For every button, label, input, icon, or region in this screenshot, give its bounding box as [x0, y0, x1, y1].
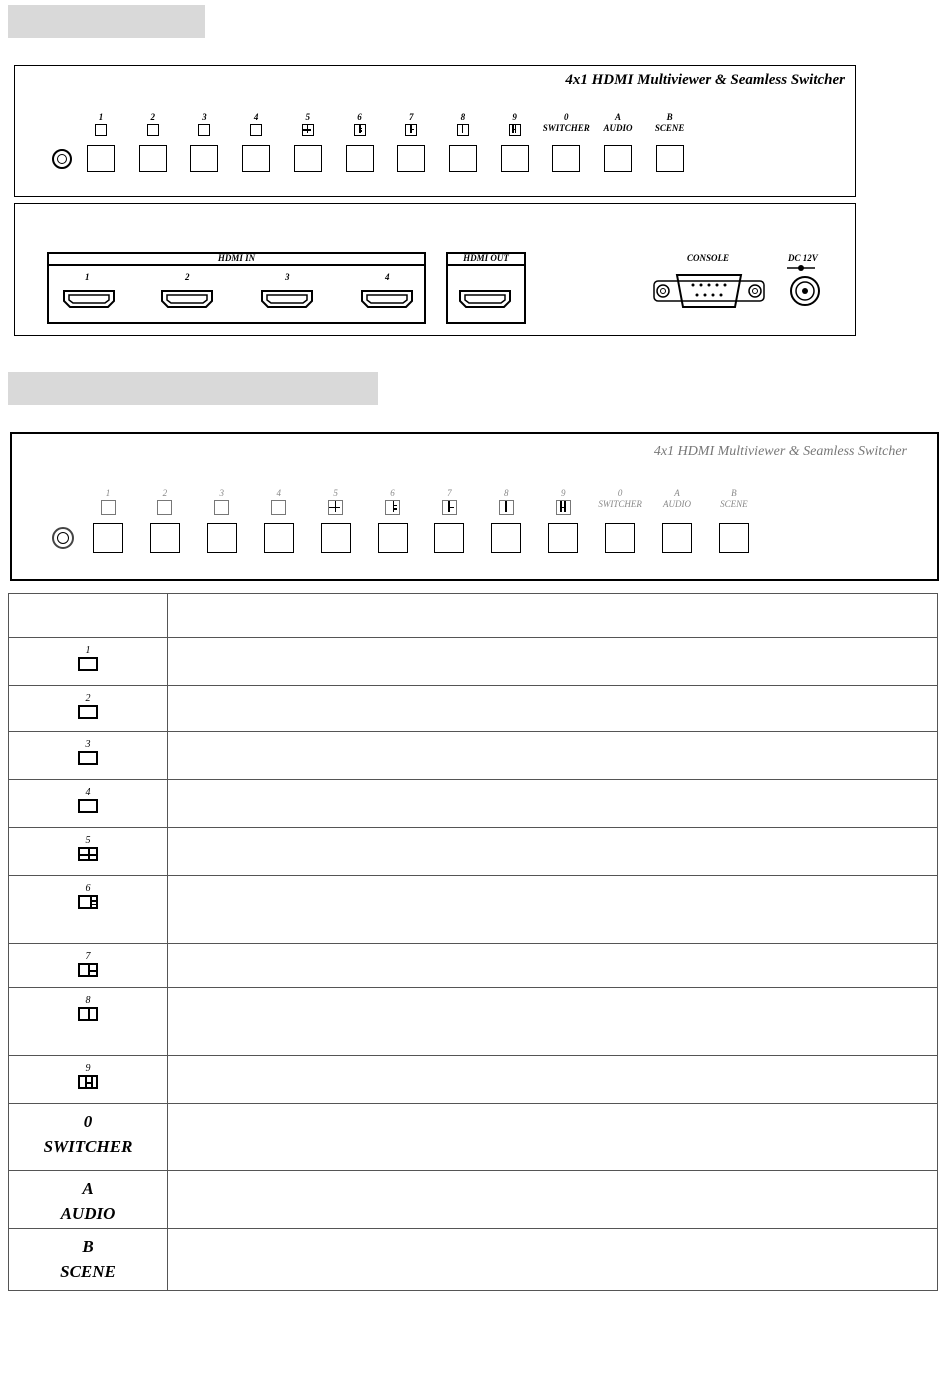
front-button-1: [78, 488, 138, 555]
single-window-icon: [250, 124, 262, 136]
front-button-label: 7: [408, 112, 414, 122]
single-window-icon: [78, 799, 98, 813]
three-column-icon: [78, 1075, 98, 1089]
front-push-button: [150, 523, 180, 553]
description-cell: [168, 638, 938, 686]
front-button-label: 2: [150, 112, 155, 122]
single-window-icon: [78, 657, 98, 671]
description-cell: [168, 1171, 938, 1229]
table-row: [9, 1229, 938, 1291]
front-button-0: [590, 488, 650, 555]
front-button-sublabel: SCENE: [654, 123, 685, 133]
single-window-icon: [214, 500, 229, 515]
quad-window-icon: [302, 124, 314, 136]
front-push-button: [87, 145, 115, 172]
hdmi-in-label: HDMI IN: [49, 253, 424, 266]
front-button-label: A: [614, 112, 621, 122]
front-button-label: 4: [276, 488, 281, 498]
button-function-label: SWITCHER: [43, 1137, 133, 1156]
front-button-2: [135, 488, 195, 555]
front-button-a: [647, 488, 707, 555]
console-port-icon: [653, 272, 765, 310]
button-number-label: 4: [85, 787, 91, 798]
front-push-button: [548, 523, 578, 553]
front-push-button: [207, 523, 237, 553]
front-button-label: 8: [460, 112, 466, 122]
single-window-icon: [95, 124, 107, 136]
front-button-label: B: [666, 112, 673, 122]
front-push-button: [346, 145, 374, 172]
button-number-label: 7: [85, 951, 91, 962]
front-push-button: [605, 523, 635, 553]
hdmi-port-icon: [261, 290, 313, 308]
front-button-sublabel: SWITCHER: [542, 123, 590, 133]
front-button-label: 5: [305, 112, 311, 122]
button-key-label: A: [82, 1179, 94, 1198]
power-knob: [52, 527, 74, 549]
front-button-sublabel: SWITCHER: [598, 499, 642, 509]
front-button-label: A: [674, 488, 680, 498]
button-cell: [9, 1104, 168, 1171]
button-number-label: 5: [85, 835, 91, 846]
front-push-button: [501, 145, 529, 172]
table-row: [9, 686, 938, 732]
button-cell: [9, 686, 168, 732]
button-number-label: 6: [85, 883, 91, 894]
front-button-label: 0: [564, 112, 569, 122]
dc-power-label: DC 12V: [788, 253, 818, 263]
front-push-button: [449, 145, 477, 172]
quad-window-icon: [328, 500, 343, 515]
description-cell: [168, 1104, 938, 1171]
side-by-side-icon: [499, 500, 514, 515]
front-button-b: [704, 488, 764, 555]
main-plus-two-icon: [78, 963, 98, 977]
three-column-icon: [509, 124, 521, 136]
hdmi-port-icon: [161, 290, 213, 308]
table-row: [9, 1104, 938, 1171]
hdmi-out-label: HDMI OUT: [448, 253, 524, 266]
front-button-label: 1: [105, 488, 111, 498]
quad-window-icon: [78, 847, 98, 861]
front-button-5: [306, 488, 366, 555]
front-button-label: B: [731, 488, 737, 498]
table-row: [9, 988, 938, 1056]
front-panel-light-drawing: [10, 432, 939, 581]
dc-power-jack-icon: [785, 262, 825, 308]
hdmi-in-port-number: 3: [285, 272, 290, 282]
button-key-label: B: [82, 1237, 94, 1256]
single-window-icon: [78, 705, 98, 719]
main-plus-three-icon: [78, 895, 98, 909]
hdmi-port-icon: [63, 290, 115, 308]
table-header-description: [168, 594, 938, 638]
table-row: [9, 732, 938, 780]
single-window-icon: [157, 500, 172, 515]
front-button-8: [476, 488, 536, 555]
description-cell: [168, 732, 938, 780]
front-push-button: [93, 523, 123, 553]
hdmi-in-group: [47, 252, 426, 324]
front-button-label: 2: [162, 488, 168, 498]
main-plus-three-icon: [385, 500, 400, 515]
table-row: [9, 1056, 938, 1104]
front-button-label: 9: [560, 488, 566, 498]
front-push-button: [190, 145, 218, 172]
front-push-button: [242, 145, 270, 172]
button-function-label: AUDIO: [60, 1204, 116, 1223]
single-window-icon: [147, 124, 159, 136]
button-number-label: 9: [85, 1063, 91, 1074]
table-header-button: [9, 594, 168, 638]
front-push-button: [434, 523, 464, 553]
front-button-label: 9: [512, 112, 517, 122]
description-cell: [168, 944, 938, 988]
table-row: [9, 828, 938, 876]
button-function-label: SCENE: [60, 1262, 116, 1281]
description-cell: [168, 780, 938, 828]
single-window-icon: [78, 751, 98, 765]
hdmi-in-port-number: 2: [185, 272, 190, 282]
console-label: CONSOLE: [687, 253, 730, 263]
main-plus-two-icon: [442, 500, 457, 515]
front-button-label: 0: [617, 488, 623, 498]
device-title: 4x1 HDMI Multiviewer & Seamless Switcher: [653, 444, 907, 459]
front-push-button: [491, 523, 521, 553]
front-button-label: 6: [357, 112, 362, 122]
front-push-button: [397, 145, 425, 172]
table-row: [9, 944, 938, 988]
hdmi-port-icon: [459, 290, 511, 308]
button-number-label: 1: [85, 645, 91, 656]
main-plus-two-icon: [405, 124, 417, 136]
front-button-label: 3: [219, 488, 225, 498]
description-cell: [168, 828, 938, 876]
front-button-label: 7: [447, 488, 452, 498]
hdmi-out-group: [446, 252, 526, 324]
front-push-button: [139, 145, 167, 172]
single-window-icon: [198, 124, 210, 136]
power-knob: [52, 149, 72, 169]
front-push-button: [662, 523, 692, 553]
front-push-button: [604, 145, 632, 172]
front-push-button: [719, 523, 749, 553]
front-button-3: [192, 488, 252, 555]
front-button-4: [249, 488, 309, 555]
table-row: [9, 1171, 938, 1229]
hdmi-port-icon: [361, 290, 413, 308]
front-button-7: [419, 488, 479, 555]
hdmi-in-port-number: 4: [385, 272, 390, 282]
section-header-button-description: [8, 372, 378, 405]
front-button-9: [533, 488, 593, 555]
description-cell: [168, 1229, 938, 1291]
button-cell: [9, 828, 168, 876]
button-cell: [9, 1171, 168, 1229]
section-header-front-panel: [8, 5, 205, 38]
table-row: [9, 780, 938, 828]
description-cell: [168, 988, 938, 1056]
single-window-icon: [101, 500, 116, 515]
description-cell: [168, 1056, 938, 1104]
button-cell: [9, 1229, 168, 1291]
button-cell: [9, 988, 168, 1056]
front-button-sublabel: AUDIO: [663, 499, 691, 509]
button-cell: [9, 638, 168, 686]
front-button-6: [363, 488, 423, 555]
side-by-side-icon: [78, 1007, 98, 1021]
button-key-label: 0: [83, 1112, 93, 1131]
hdmi-in-port-number: 1: [85, 272, 90, 282]
button-number-label: 2: [85, 693, 91, 704]
button-cell: [9, 732, 168, 780]
front-button-label: 3: [202, 112, 207, 122]
front-push-button: [378, 523, 408, 553]
button-description-table: [8, 593, 938, 1291]
description-cell: [168, 876, 938, 944]
front-panel-drawing: [14, 65, 856, 197]
front-push-button: [321, 523, 351, 553]
front-button-b: [640, 112, 700, 177]
front-push-button: [264, 523, 294, 553]
front-push-button: [294, 145, 322, 172]
front-button-label: 4: [253, 112, 259, 122]
three-column-icon: [556, 500, 571, 515]
description-cell: [168, 686, 938, 732]
table-row: [9, 876, 938, 944]
side-by-side-icon: [457, 124, 469, 136]
button-cell: [9, 876, 168, 944]
front-push-button: [656, 145, 684, 172]
front-button-sublabel: AUDIO: [603, 123, 633, 133]
front-button-label: 1: [98, 112, 104, 122]
button-number-label: 8: [85, 995, 91, 1006]
device-title: 4x1 HDMI Multiviewer & Seamless Switcher: [565, 72, 845, 88]
button-number-label: 3: [85, 739, 91, 750]
button-cell: [9, 1056, 168, 1104]
table-header-row: [9, 594, 938, 638]
table-row: [9, 638, 938, 686]
front-button-label: 5: [333, 488, 338, 498]
front-push-button: [552, 145, 580, 172]
button-cell: [9, 780, 168, 828]
front-button-label: 6: [390, 488, 395, 498]
front-button-label: 8: [504, 488, 509, 498]
front-button-sublabel: SCENE: [720, 499, 748, 509]
button-cell: [9, 944, 168, 988]
main-plus-three-icon: [354, 124, 366, 136]
single-window-icon: [271, 500, 286, 515]
rear-panel-drawing: [14, 203, 856, 336]
